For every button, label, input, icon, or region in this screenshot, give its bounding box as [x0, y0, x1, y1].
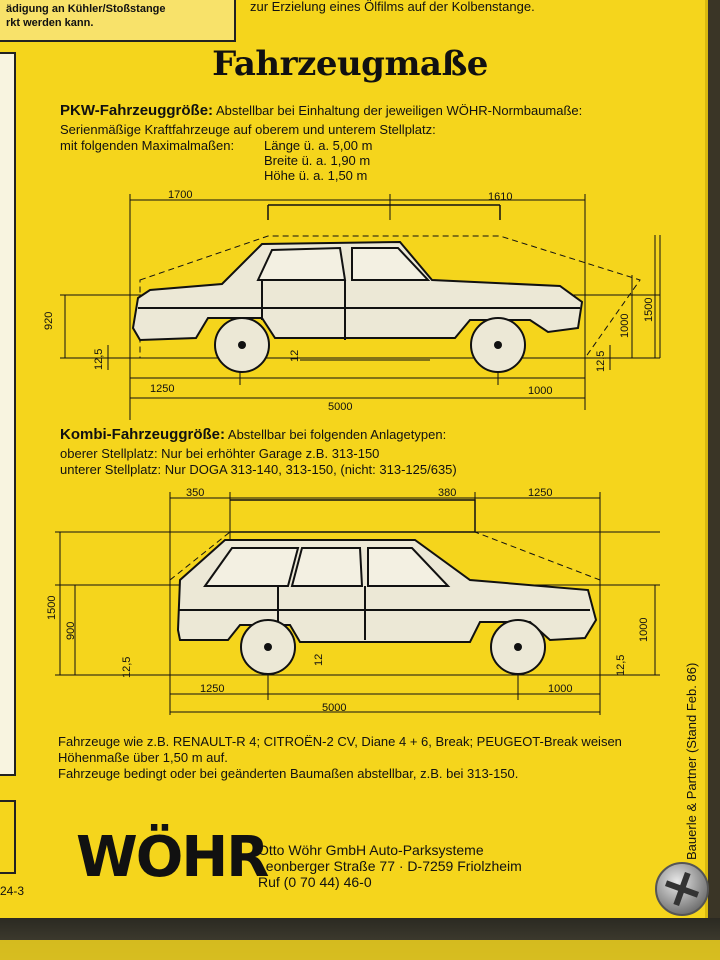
pkw-diagram [0, 180, 700, 420]
pkw-label-5000: 5000 [328, 401, 353, 413]
kombi-heading: Kombi-Fahrzeuggröße: [60, 426, 225, 443]
kombi-label-1000: 1000 [638, 617, 650, 642]
pkw-label-left-small: 12,5 [93, 348, 105, 370]
company-phone: Ruf (0 70 44) 46-0 [258, 874, 372, 890]
pkw-dim-height: Höhe ü. a. 1,50 m [264, 168, 368, 183]
kombi-label-900: 900 [65, 621, 77, 640]
sticker-line-1: ädigung an Kühler/Stoßstange [6, 3, 166, 15]
kombi-heading-rest: Abstellbar bei folgenden Anlagetypen: [227, 427, 447, 442]
note-line-2: Höhenmaße über 1,50 m auf. [58, 750, 228, 765]
left-panel-lower [0, 800, 16, 874]
pkw-line-2: Serienmäßige Kraftfahrzeuge auf oberem und unterem Stellplatz: [60, 122, 436, 137]
pkw-dim-length: Länge ü. a. 5,00 m [264, 138, 373, 153]
pkw-heading: PKW-Fahrzeuggröße: [60, 102, 214, 119]
warning-sticker [0, 0, 236, 42]
pkw-line-3: mit folgenden Maximalmaßen: [60, 138, 235, 153]
kombi-label-left-small: 12,5 [121, 656, 133, 678]
kombi-label-bottom-1000: 1000 [548, 683, 573, 695]
kombi-label-right-small: 12,5 [615, 654, 627, 676]
pkw-dimensions [264, 138, 372, 183]
top-instruction-text: zur Erzielung eines Ölfilms auf der Kolbenstange. [250, 0, 535, 14]
kombi-label-1250-top: 1250 [528, 487, 553, 499]
pkw-label-right-small: 12,5 [595, 350, 607, 372]
woehr-logo: WÖHR [76, 825, 268, 890]
kombi-heading-line [60, 426, 446, 443]
kombi-label-5000: 5000 [322, 702, 347, 714]
kombi-label-center-small: 12 [313, 653, 325, 666]
company-street: Leonberger Straße 77 · D-7259 Friolzheim [258, 858, 522, 874]
kombi-diagram [0, 480, 700, 725]
kombi-label-350: 350 [186, 487, 205, 499]
note-line-1: Fahrzeuge wie z.B. RENAULT-R 4; CITROËN-2 CV, Diane 4 + 6, Break; PEUGEOT-Break weisen [58, 734, 622, 749]
company-name: Otto Wöhr GmbH Auto-Parksysteme [258, 842, 484, 858]
pkw-heading-line [60, 102, 582, 119]
kombi-label-380: 380 [438, 487, 457, 499]
pkw-label-1250: 1250 [150, 383, 175, 395]
pkw-dim-width: Breite ü. a. 1,90 m [264, 153, 371, 168]
pkw-label-center-small: 12 [289, 349, 301, 362]
sticker-line-2: rkt werden kann. [6, 17, 94, 29]
pkw-label-1000: 1000 [619, 313, 631, 338]
screw-icon [655, 862, 709, 916]
page-title: Fahrzeugmaße [212, 44, 488, 84]
pkw-heading-rest: Abstellbar bei Einhaltung der jeweiligen WÖHR-Normbaumaße: [215, 103, 583, 118]
pkw-label-1500: 1500 [643, 297, 655, 322]
pkw-label-1700: 1700 [168, 189, 193, 201]
frame-strip [0, 940, 720, 960]
pkw-label-920: 920 [43, 311, 55, 330]
side-credit: Bauerle & Partner (Stand Feb. 86) [684, 662, 699, 860]
code-label: 24-3 [0, 884, 25, 898]
kombi-line-3: unterer Stellplatz: Nur DOGA 313-140, 313-150, (nicht: 313-125/635) [60, 462, 457, 477]
kombi-label-1250: 1250 [200, 683, 225, 695]
pkw-label-bottom-1000: 1000 [528, 385, 553, 397]
kombi-line-2: oberer Stellplatz: Nur bei erhöhter Garage z.B. 313-150 [60, 446, 380, 461]
note-line-3: Fahrzeuge bedingt oder bei geänderten Baumaßen abstellbar, z.B. bei 313-150. [58, 766, 519, 781]
pkw-label-1610: 1610 [488, 191, 513, 203]
kombi-label-1500: 1500 [46, 595, 58, 620]
company-address [258, 842, 522, 890]
